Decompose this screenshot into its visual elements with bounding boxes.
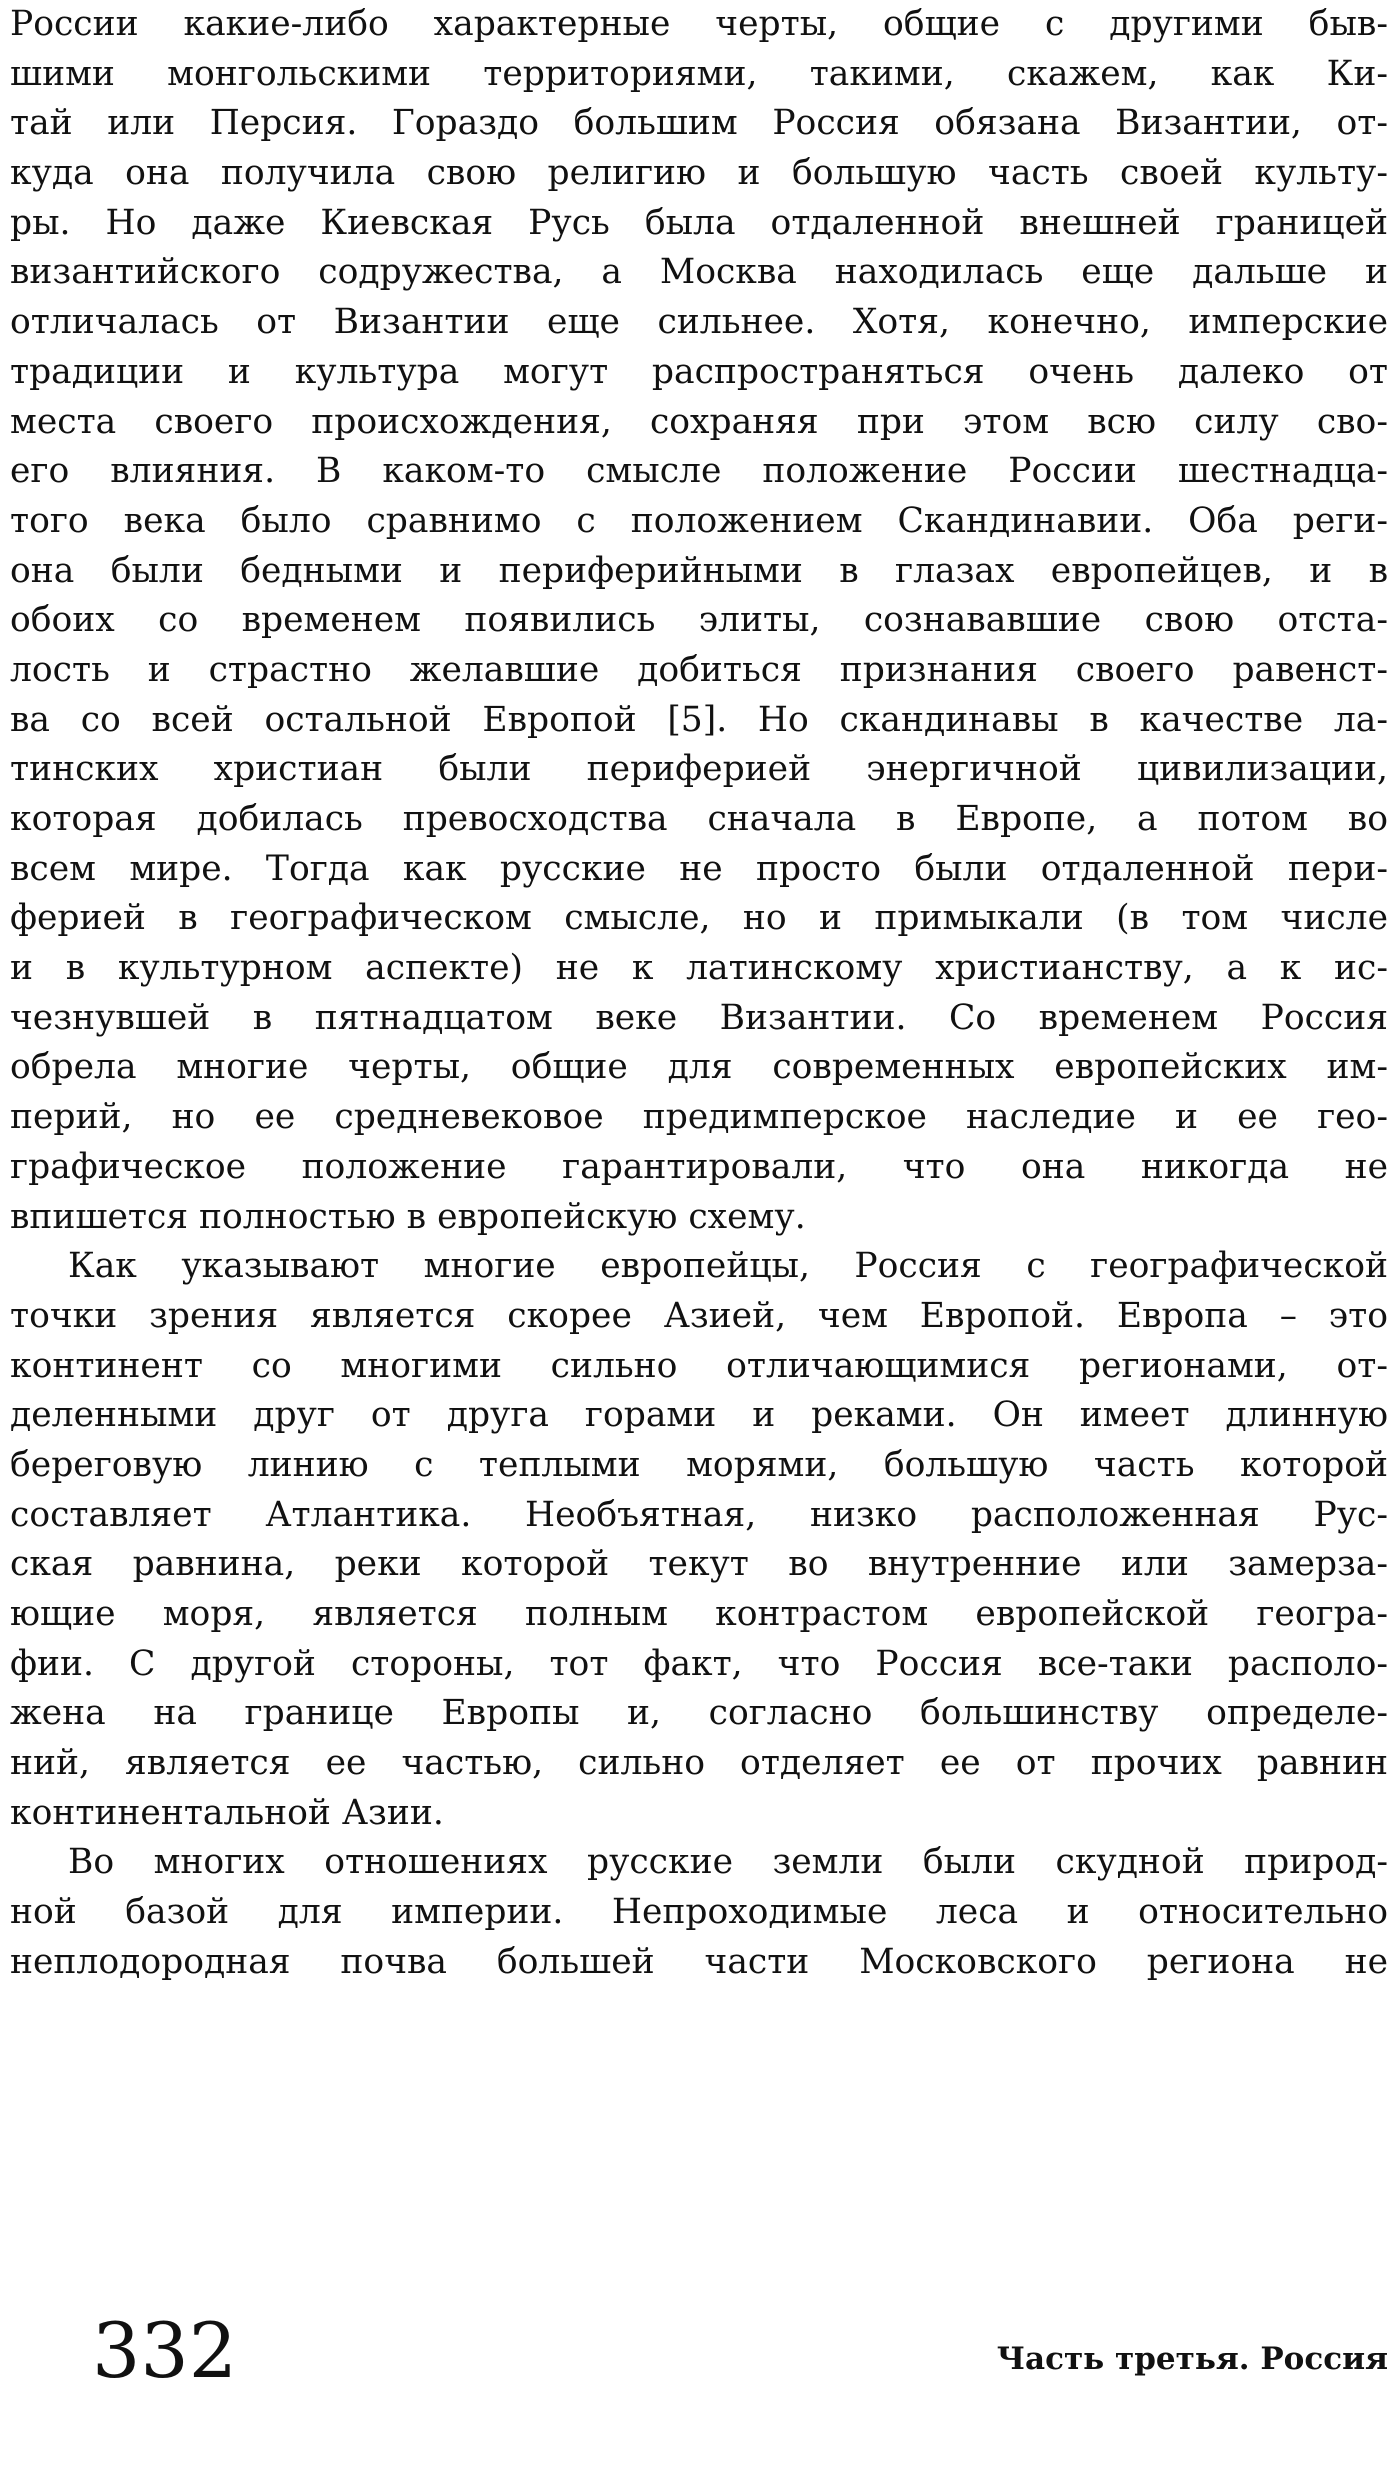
text-line: ры. Но даже Киевская Русь была отдаленной внешней границей <box>10 202 1388 243</box>
paragraph-2 <box>10 1242 1388 1838</box>
text-line: ной базой для империи. Непроходимые леса и относительно <box>10 1892 1388 1933</box>
text-line: тай или Персия. Гораздо большим Россия обязана Византии, от- <box>10 103 1388 144</box>
text-line: традиции и культура могут распространяться очень далеко от <box>10 351 1388 392</box>
text-line: континентальной Азии. <box>10 1792 444 1833</box>
text-line: графическое положение гарантировали, что она никогда не <box>10 1146 1388 1187</box>
text-line: ний, является ее частью, сильно отделяет ее от прочих равнин <box>10 1743 1388 1784</box>
paragraph-3 <box>10 1838 1388 1987</box>
text-line: ская равнина, реки которой текут во внутренние или замерза- <box>10 1544 1388 1585</box>
text-line: шими монгольскими территориями, такими, скажем, как Ки- <box>10 53 1388 94</box>
text-line: места своего происхождения, сохраняя при этом всю силу сво- <box>10 401 1388 442</box>
text-line: береговую линию с теплыми морями, большую часть которой <box>10 1444 1388 1485</box>
text-line: его влияния. В каком-то смысле положение России шестнадца- <box>10 451 1388 492</box>
text-line: континент со многими сильно отличающимися регионами, от- <box>10 1345 1388 1386</box>
page-footer <box>0 2296 1398 2416</box>
text-line: ферией в географическом смысле, но и примыкали (в том числе <box>10 898 1388 939</box>
text-line: и в культурном аспекте) не к латинскому христианству, а к ис- <box>10 948 1388 989</box>
text-line: византийского содружества, а Москва находилась еще дальше и <box>10 252 1388 293</box>
text-line: обрела многие черты, общие для современных европейских им- <box>10 1047 1388 1088</box>
text-line: куда она получила свою религию и большую часть своей культу- <box>10 153 1388 194</box>
text-line: Как указывают многие европейцы, Россия с географической <box>68 1246 1388 1287</box>
text-line: Во многих отношениях русские земли были скудной природ- <box>68 1842 1388 1883</box>
text-line: ва со всей остальной Европой [5]. Но скандинавы в качестве ла- <box>10 699 1388 740</box>
text-line: точки зрения является скорее Азией, чем Европой. Европа – это <box>10 1295 1388 1336</box>
text-line: ющие моря, является полным контрастом европейской геогра- <box>10 1594 1388 1634</box>
text-line: перий, но ее средневековое предимперское наследие и ее гео- <box>10 1097 1388 1138</box>
text-line: отличалась от Византии еще сильнее. Хотя, конечно, имперские <box>10 302 1388 343</box>
text-line: составляет Атлантика. Необъятная, низко расположенная Рус- <box>10 1494 1388 1535</box>
page-number: 332 <box>92 2306 238 2395</box>
text-line: деленными друг от друга горами и реками. Он имеет длинную <box>10 1395 1388 1436</box>
text-line: тинских христиан были периферией энергичной цивилизации, <box>10 749 1388 790</box>
running-title: Часть третья. Россия <box>996 2341 1388 2377</box>
text-line: того века было сравнимо с положением Скандинавии. Оба реги- <box>10 500 1388 541</box>
text-line: фии. С другой стороны, тот факт, что Россия все-таки располо- <box>10 1643 1388 1684</box>
text-line: чезнувшей в пятнадцатом веке Византии. Со временем Россия <box>10 997 1388 1038</box>
text-line: неплодородная почва большей части Московского региона не <box>10 1941 1388 1982</box>
paragraph-1 <box>10 0 1388 1242</box>
text-line: она были бедными и периферийными в глазах европейцев, и в <box>10 550 1388 591</box>
body-text <box>10 0 1388 1988</box>
text-line: лость и страстно желавшие добиться признания своего равенст- <box>10 649 1388 690</box>
text-line: которая добилась превосходства сначала в Европе, а потом во <box>10 799 1388 839</box>
text-line: всем мире. Тогда как русские не просто были отдаленной пери- <box>10 848 1388 889</box>
text-line: России какие-либо характерные черты, общие с другими быв- <box>10 4 1388 44</box>
text-line: жена на границе Европы и, согласно большинству определе- <box>10 1693 1388 1734</box>
text-line: впишется полностью в европейскую схему. <box>10 1196 806 1237</box>
text-line: обоих со временем появились элиты, сознававшие свою отста- <box>10 600 1388 641</box>
